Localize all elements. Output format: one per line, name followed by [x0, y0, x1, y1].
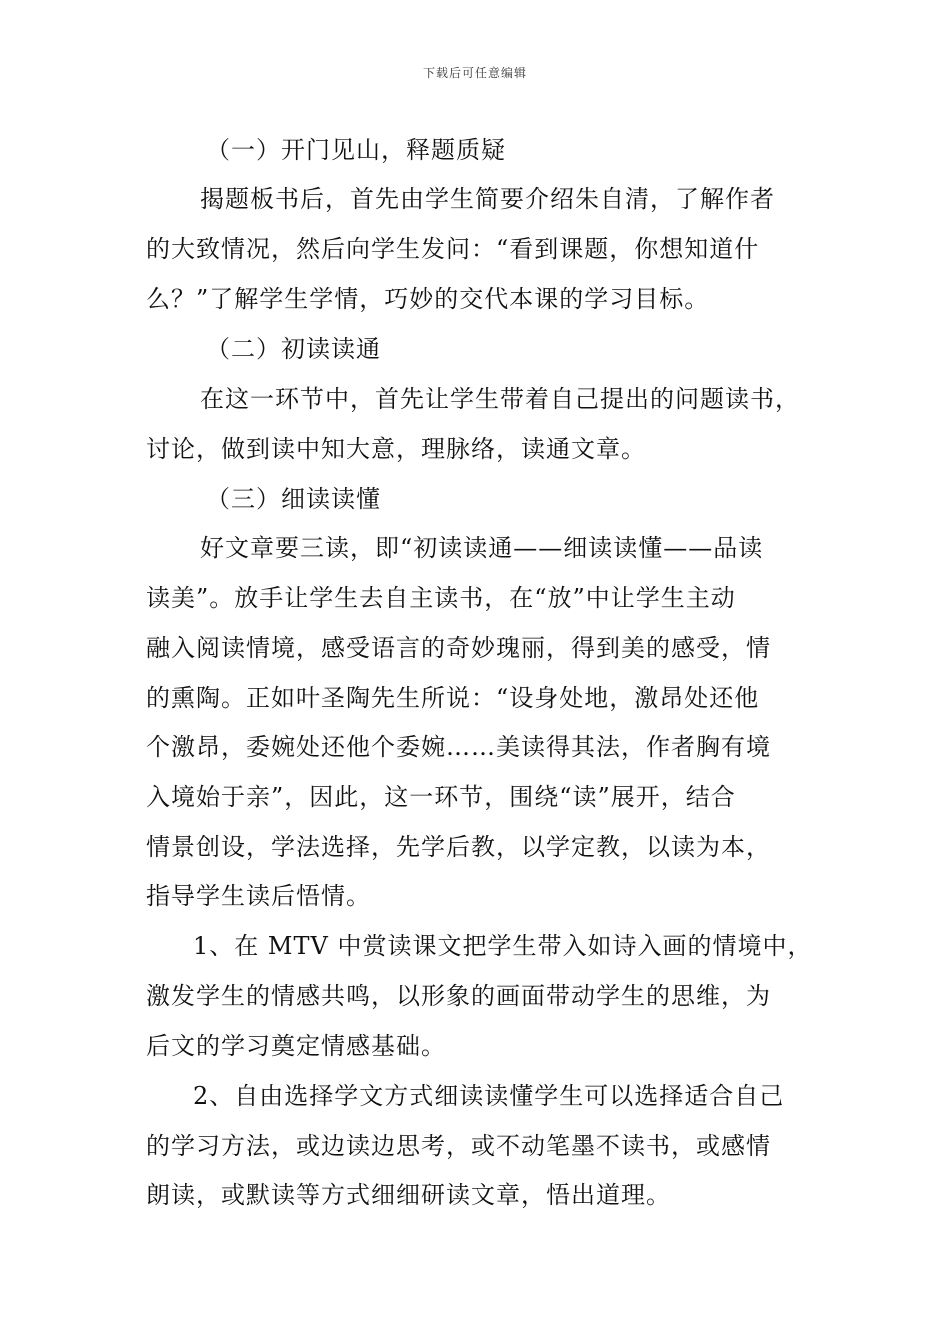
section-heading-1: （一）开门见山，释题质疑 — [206, 136, 506, 164]
paragraph-line: 好文章要三读，即“初读读通——细读读懂——品读 — [200, 534, 764, 562]
paragraph-line: 激发学生的情感共鸣，以形象的画面带动学生的思维，为 — [146, 982, 771, 1010]
section-heading-3: （三）细读读懂 — [206, 485, 381, 513]
list-item-2: 2、自由选择学文方式细读读懂学生可以选择适合自己 — [193, 1082, 785, 1110]
paragraph-line: 读美”。放手让学生去自主读书，在“放”中让学生主动 — [146, 584, 736, 612]
paragraph-line: 么？”了解学生学情，巧妙的交代本课的学习目标。 — [146, 285, 710, 313]
paragraph-line: 融入阅读情境，感受语言的奇妙瑰丽，得到美的感受，情 — [146, 634, 771, 662]
list-item-1: 1、在 MTV 中赏读课文把学生带入如诗入画的情境中， — [193, 932, 813, 960]
paragraph-line: 入境始于亲”，因此，这一环节，围绕“读”展开，结合 — [146, 783, 736, 811]
paragraph-line: 个激昂，委婉处还他个委婉……美读得其法，作者胸有境 — [146, 733, 771, 761]
paragraph-line: 的熏陶。正如叶圣陶先生所说：“设身处地，激昂处还他 — [146, 684, 760, 712]
paragraph-line: 揭题板书后，首先由学生简要介绍朱自清，了解作者 — [200, 185, 775, 213]
paragraph-line: 的大致情况，然后向学生发问：“看到课题，你想知道什 — [146, 235, 760, 263]
paragraph-line: 在这一环节中，首先让学生带着自己提出的问题读书， — [200, 385, 800, 413]
paragraph-line: 后文的学习奠定情感基础。 — [146, 1032, 446, 1060]
paragraph-line: 朗读，或默读等方式细细研读文章，悟出道理。 — [146, 1181, 671, 1209]
paragraph-line: 情景创设，学法选择，先学后教，以学定教，以读为本， — [146, 833, 771, 861]
section-heading-2: （二）初读读通 — [206, 335, 381, 363]
paragraph-line: 的学习方法，或边读边思考，或不动笔墨不读书，或感情 — [146, 1132, 771, 1160]
paragraph-line: 指导学生读后悟情。 — [146, 882, 371, 910]
paragraph-line: 讨论，做到读中知大意，理脉络，读通文章。 — [146, 435, 646, 463]
page-header: 下载后可任意编辑 — [422, 66, 527, 80]
